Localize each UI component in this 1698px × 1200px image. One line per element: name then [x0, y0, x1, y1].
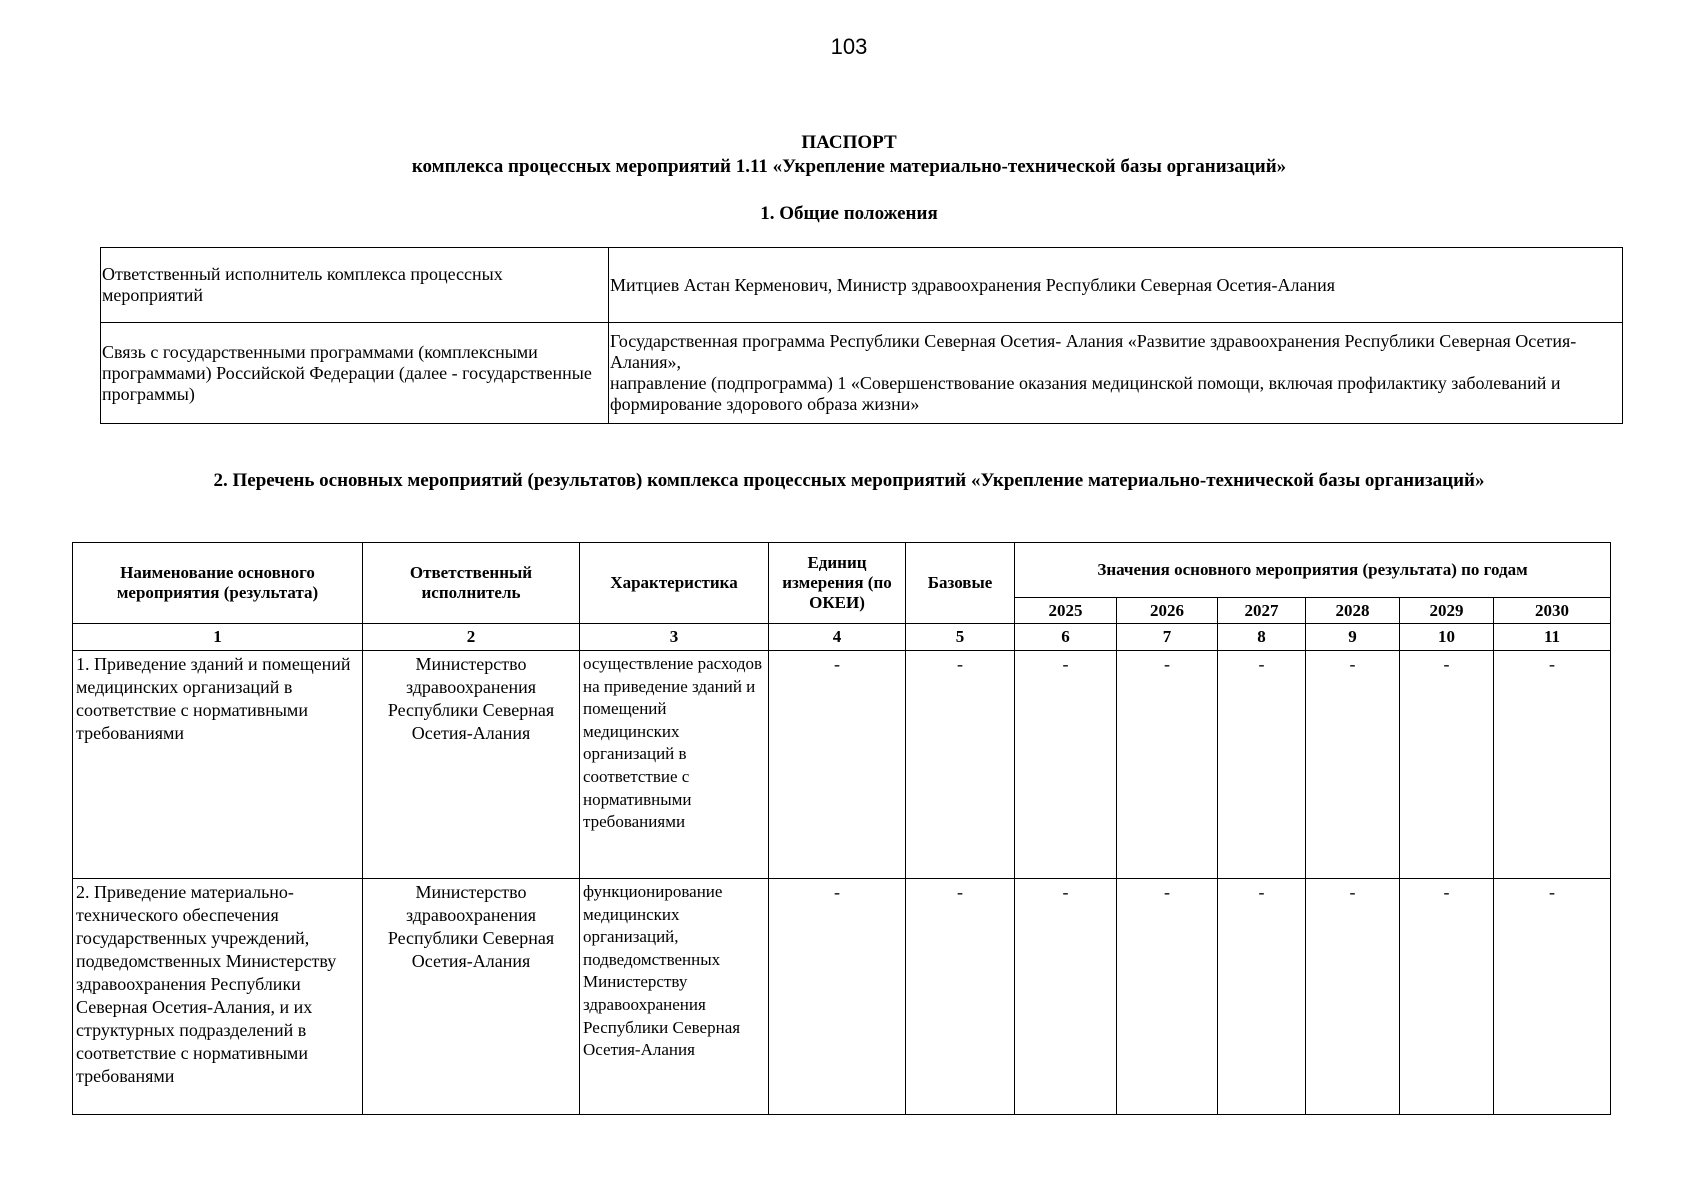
event-characteristic: функционирование медицинских организаций, подведомственных Министерству здравоохранения Республики Северная Осетия-Алания: [580, 879, 769, 1115]
event-value: -: [1400, 879, 1494, 1115]
header-year: 2029: [1400, 598, 1494, 624]
header-year: 2027: [1218, 598, 1306, 624]
event-value: -: [1015, 879, 1117, 1115]
table-row: [101, 323, 1623, 424]
event-value: -: [1306, 651, 1400, 879]
event-base: -: [906, 879, 1015, 1115]
column-number: 11: [1494, 624, 1611, 651]
programs-link-label: Связь с государственными программами (комплексными программами) Российской Федерации (далее - государственные программы): [101, 323, 609, 424]
event-value: -: [1218, 879, 1306, 1115]
page-number: 103: [830, 34, 868, 59]
header-name: Наименование основного мероприятия (результата): [73, 543, 363, 624]
event-name: 1. Приведение зданий и помещений медицинских организаций в соответствие с нормативными требованиями: [73, 651, 363, 879]
column-number: 9: [1306, 624, 1400, 651]
document-title: ПАСПОРТ: [801, 132, 897, 153]
event-characteristic: осуществление расходов на приведение зданий и помещений медицинских организаций в соответствие с нормативными требованиями: [580, 651, 769, 879]
table-row: [73, 651, 1611, 879]
event-name: 2. Приведение материально-технического обеспечения государственных учреждений, подведомственных Министерству здравоохранения Республики Северная Осетия-Алания, и их структурных подразделений в соответствие с нормативными требованями: [73, 879, 363, 1115]
programs-link-value: [609, 323, 1623, 424]
program-line: Государственная программа Республики Северная Осетия- Алания «Развитие здравоохранения Республики Северная Осетия-Алания»,: [610, 331, 1577, 372]
header-year: 2026: [1117, 598, 1218, 624]
event-value: -: [1306, 879, 1400, 1115]
event-value: -: [1117, 651, 1218, 879]
column-number: 1: [73, 624, 363, 651]
table-row: [101, 248, 1623, 323]
subprogram-line: направление (подпрограмма) 1 «Совершенствование оказания медицинской помощи, включая профилактику заболеваний и формирование здорового образа жизни»: [610, 373, 1561, 414]
event-value: -: [1015, 651, 1117, 879]
event-value: -: [1218, 651, 1306, 879]
header-characteristic: Характеристика: [580, 543, 769, 624]
event-value: -: [1494, 651, 1611, 879]
responsible-value-line: Митциев Астан Керменович, Министр здравоохранения Республики Северная Осетия-Алания: [610, 274, 1336, 295]
table-row: [73, 879, 1611, 1115]
event-value: -: [1117, 879, 1218, 1115]
column-number: 5: [906, 624, 1015, 651]
event-unit: -: [769, 879, 906, 1115]
header-values-by-year: Значения основного мероприятия (результата) по годам: [1015, 543, 1611, 598]
column-number: 8: [1218, 624, 1306, 651]
header-year: 2030: [1494, 598, 1611, 624]
section1-heading: 1. Общие положения: [760, 203, 938, 224]
column-number: 4: [769, 624, 906, 651]
header-year: 2028: [1306, 598, 1400, 624]
column-number: 7: [1117, 624, 1218, 651]
header-year: 2025: [1015, 598, 1117, 624]
event-executor: Министерство здравоохранения Республики Северная Осетия-Алания: [363, 651, 580, 879]
column-number: 10: [1400, 624, 1494, 651]
event-value: -: [1400, 651, 1494, 879]
header-executor: Ответственный исполнитель: [363, 543, 580, 624]
column-number: 6: [1015, 624, 1117, 651]
section2-heading: 2. Перечень основных мероприятий (результатов) комплекса процессных мероприятий «Укрепление материально-технической базы организаций»: [213, 470, 1485, 491]
event-executor: Министерство здравоохранения Республики Северная Осетия-Алания: [363, 879, 580, 1115]
header-unit: Единиц измерения (по ОКЕИ): [769, 543, 906, 624]
document-subtitle: комплекса процессных мероприятий 1.11 «Укрепление материально-технической базы организаций»: [411, 156, 1287, 177]
column-number: 2: [363, 624, 580, 651]
responsible-label: Ответственный исполнитель комплекса процессных мероприятий: [101, 248, 609, 323]
header-base: Базовые: [906, 543, 1015, 624]
column-numbers-row: [73, 624, 1611, 651]
responsible-value: [609, 248, 1623, 323]
general-provisions-table: [100, 247, 1623, 424]
events-table: [72, 542, 1611, 1115]
event-base: -: [906, 651, 1015, 879]
event-value: -: [1494, 879, 1611, 1115]
column-number: 3: [580, 624, 769, 651]
event-unit: -: [769, 651, 906, 879]
